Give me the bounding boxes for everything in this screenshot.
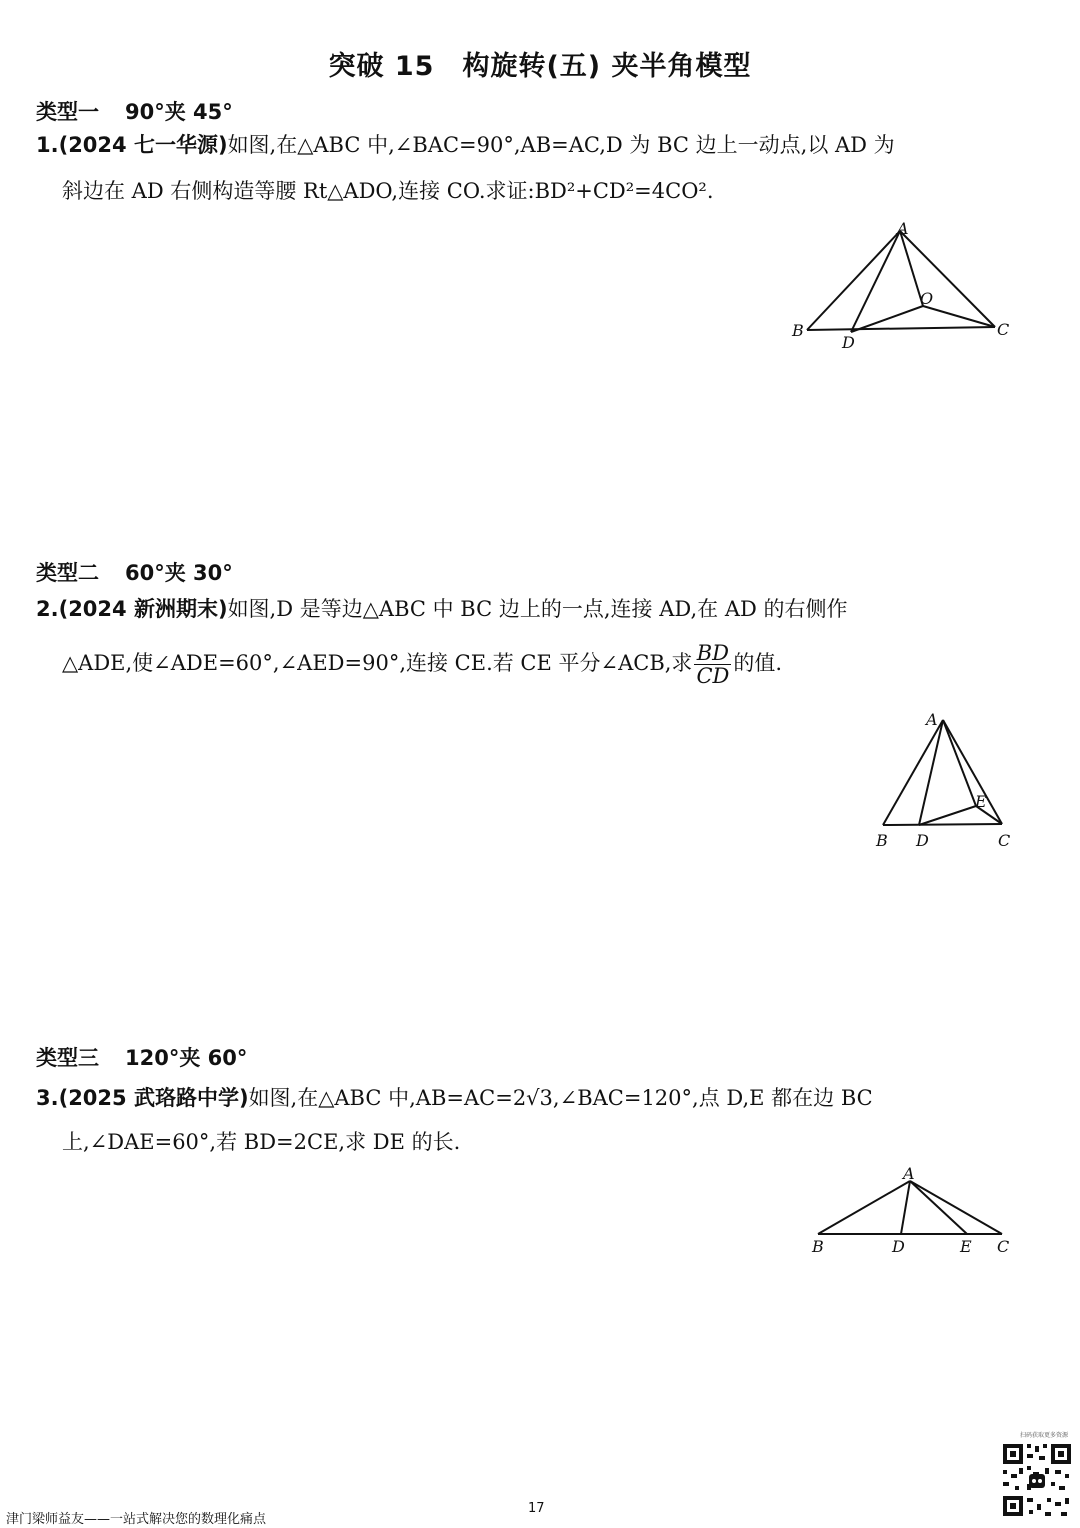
qr-code-icon (1000, 1440, 1074, 1520)
question-text-line2-pre: △ADE,使∠ADE=60°,∠AED=90°,连接 CE.若 CE 平分∠ACB,求 (62, 651, 693, 675)
question-text-line2: 斜边在 AD 右侧构造等腰 Rt△ADO,连接 CO.求证:BD²+CD²=4CO². (62, 179, 714, 203)
page-title: 突破 15 构旋转(五) 夹半角模型 (328, 51, 752, 82)
question-1 (36, 122, 1046, 214)
section-angles: 120°夹 60° (125, 1046, 248, 1070)
figure-label-b: B (812, 1237, 824, 1256)
figure-label-c: C (997, 320, 1010, 339)
figure-label-o: O (920, 289, 934, 308)
footer-text: 津门梁师益友——一站式解决您的数理化痛点 (6, 1512, 267, 1527)
question-text-line1: 如图,D 是等边△ABC 中 BC 边上的一点,连接 AD,在 AD 的右侧作 (227, 597, 848, 621)
figure-label-d: D (916, 831, 929, 850)
question-text-line2-post: 的值. (733, 651, 783, 675)
question-number: 3. (36, 1086, 59, 1110)
figure-label-d: D (892, 1237, 905, 1256)
figure-label-b: B (792, 321, 804, 340)
question-2 (36, 582, 1046, 690)
section-label: 类型三 (36, 1046, 99, 1070)
page-number: 17 (528, 1501, 545, 1516)
question-text-line2: 上,∠DAE=60°,若 BD=2CE,求 DE 的长. (62, 1130, 461, 1154)
figure-label-a: A (897, 219, 909, 238)
section-heading-3 (36, 1042, 247, 1072)
figure-label-a: A (926, 710, 938, 729)
figure-3-lines (818, 1181, 1002, 1234)
figure-label-e: E (975, 792, 987, 811)
question-text-line2 (36, 636, 1046, 690)
question-number: 2. (36, 597, 59, 621)
figure-label-e: E (960, 1237, 972, 1256)
question-number: 1. (36, 133, 59, 157)
figure-label-b: B (876, 831, 888, 850)
question-source: (2025 武珞路中学) (58, 1086, 249, 1110)
section-label: 类型一 (36, 100, 99, 124)
figure-1-lines (807, 231, 995, 332)
section-angles: 90°夹 45° (125, 100, 233, 124)
figure-label-c: C (997, 1237, 1010, 1256)
question-text-line1: 如图,在△ABC 中,∠BAC=90°,AB=AC,D 为 BC 边上一动点,以 AD 为 (227, 133, 895, 157)
figure-2 (868, 708, 1028, 853)
question-3 (36, 1076, 1046, 1164)
qr-caption: 扫码获取更多资源 (1020, 1432, 1069, 1439)
question-source: (2024 七一华源) (58, 133, 228, 157)
figure-label-d: D (842, 333, 855, 352)
fraction-bd-cd (694, 642, 731, 687)
fraction-denominator: CD (696, 664, 730, 688)
question-text-line1: 如图,在△ABC 中,AB=AC=2√3,∠BAC=120°,点 D,E 都在边 BC (248, 1086, 873, 1110)
figure-label-a: A (903, 1164, 915, 1183)
figure-1 (780, 218, 1040, 353)
figure-3 (800, 1160, 1030, 1260)
figure-label-c: C (998, 831, 1011, 850)
section-angles: 60°夹 30° (125, 561, 233, 585)
section-label: 类型二 (36, 561, 99, 585)
question-source: (2024 新洲期末) (58, 597, 228, 621)
fraction-numerator: BD (694, 642, 731, 665)
